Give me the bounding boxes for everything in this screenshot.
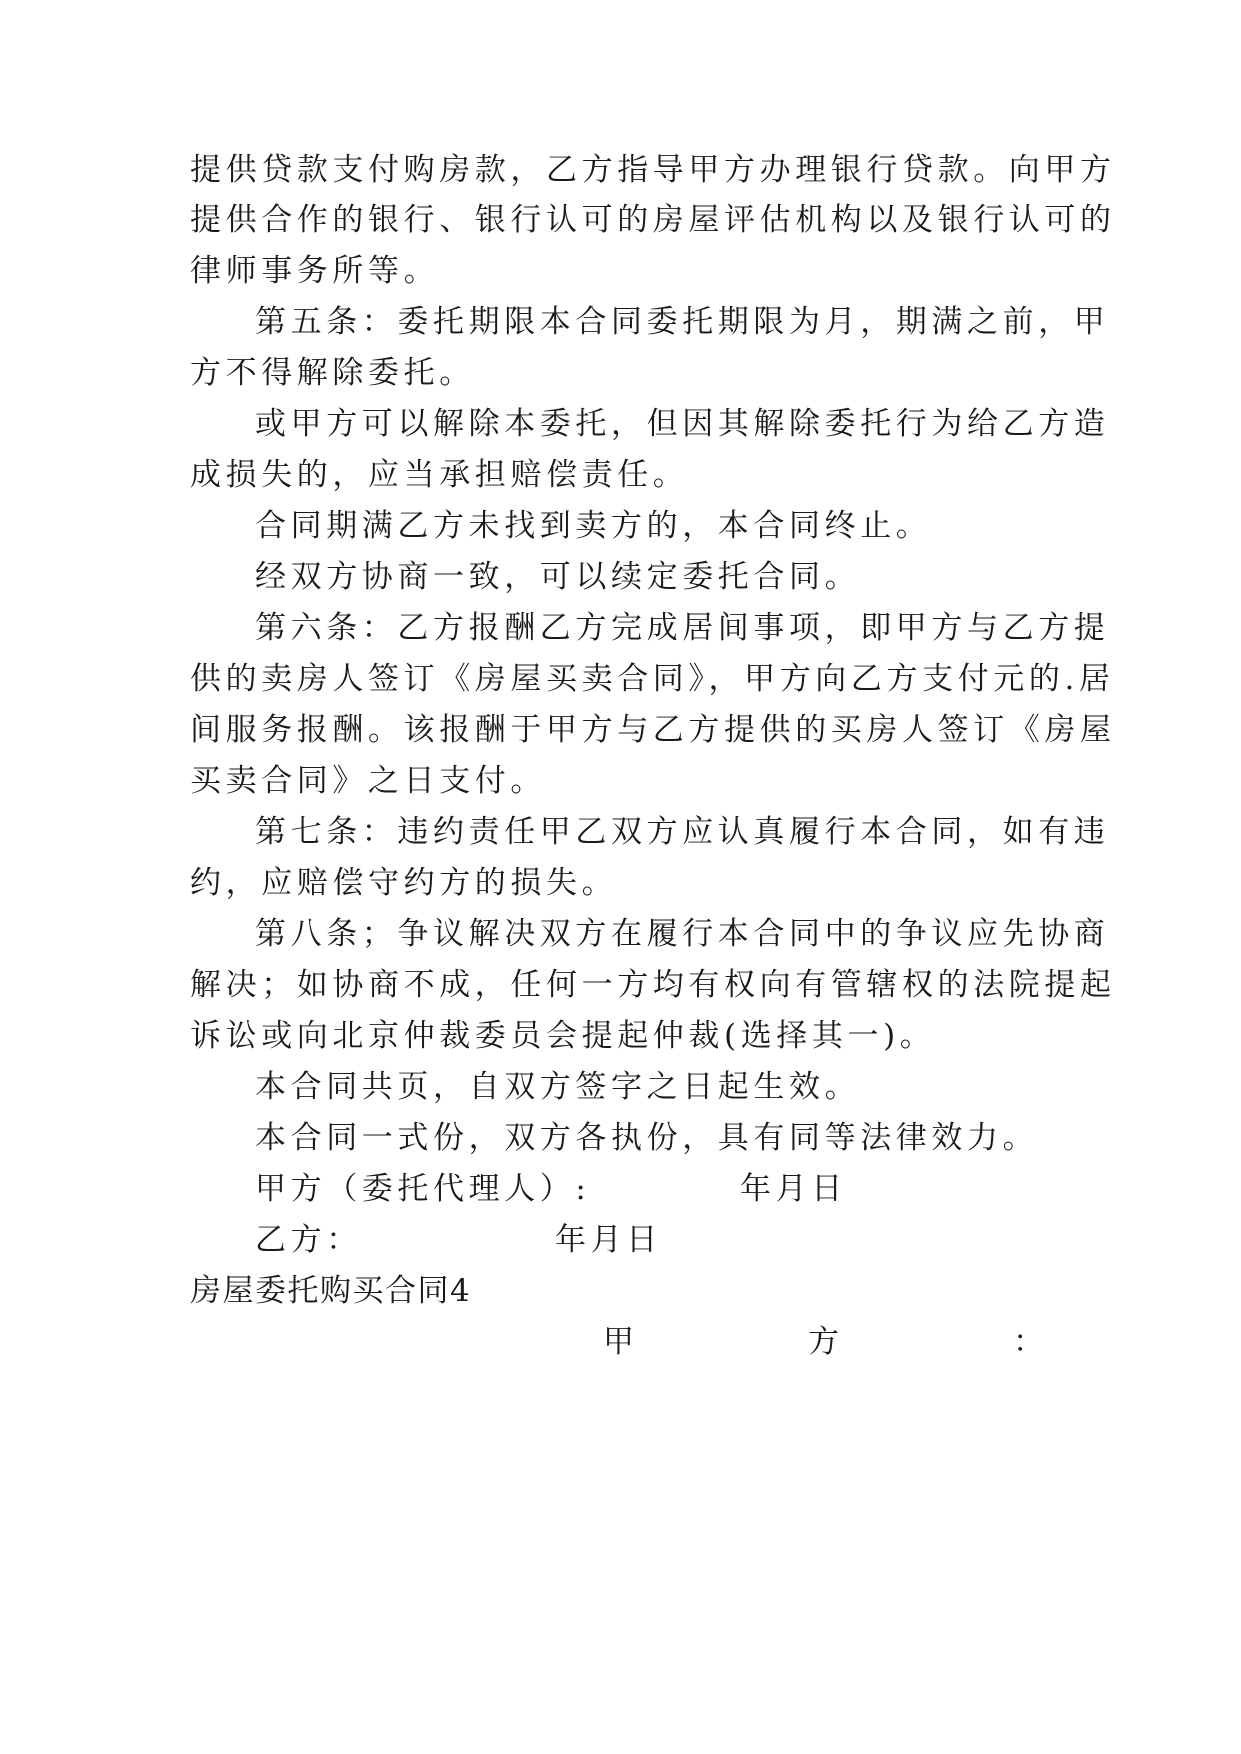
body-line: 间服务报酬。该报酬于甲方与乙方提供的买房人签订《房屋	[190, 712, 1116, 748]
body-line: 经双方协商一致，可以续定委托合同。	[255, 559, 861, 595]
body-line: 买卖合同》之日支付。	[190, 763, 546, 799]
clause-8-heading: 第八条；争议解决双方在履行本合同中的争议应先协商	[255, 916, 1110, 952]
next-party-colon: ：	[1013, 1324, 1044, 1360]
next-party-char-2: 方	[808, 1324, 839, 1360]
body-line: 诉讼或向北京仲裁委员会提起仲裁(选择其一)。	[190, 1018, 936, 1054]
body-line: 律师事务所等。	[190, 253, 440, 289]
body-line: 或甲方可以解除本委托，但因其解除委托行为给乙方造	[255, 406, 1110, 442]
party-b-signature-date: 年月日	[555, 1222, 662, 1258]
party-a-signature-date: 年月日	[740, 1171, 847, 1207]
body-line: 解决；如协商不成，任何一方均有权向有管辖权的法院提起	[190, 967, 1116, 1003]
body-line: 方不得解除委托。	[190, 355, 475, 391]
clause-5-heading: 第五条：委托期限本合同委托期限为月，期满之前，甲	[255, 304, 1110, 340]
body-line: 成损失的，应当承担赔偿责任。	[190, 457, 689, 493]
body-line: 本合同一式份，双方各执份，具有同等法律效力。	[255, 1120, 1039, 1156]
party-a-signature-label: 甲方（委托代理人）:	[255, 1171, 591, 1207]
next-contract-title: 房屋委托购买合同4	[190, 1273, 472, 1309]
clause-7-heading: 第七条：违约责任甲乙双方应认真履行本合同，如有违	[255, 814, 1110, 850]
next-party-char-1: 甲	[603, 1324, 634, 1360]
body-line: 提供合作的银行、银行认可的房屋评估机构以及银行认可的	[190, 202, 1116, 238]
body-line: 合同期满乙方未找到卖方的，本合同终止。	[255, 508, 932, 544]
body-line: 本合同共页，自双方签字之日起生效。	[255, 1069, 861, 1105]
body-line: 供的卖房人签订《房屋买卖合同》，甲方向乙方支付元的.居	[190, 661, 1115, 697]
clause-6-heading: 第六条：乙方报酬乙方完成居间事项，即甲方与乙方提	[255, 610, 1110, 646]
body-line: 约，应赔偿守约方的损失。	[190, 865, 618, 901]
body-line: 提供贷款支付购房款，乙方指导甲方办理银行贷款。向甲方	[190, 152, 1116, 188]
party-b-signature-label: 乙方：	[255, 1222, 362, 1258]
